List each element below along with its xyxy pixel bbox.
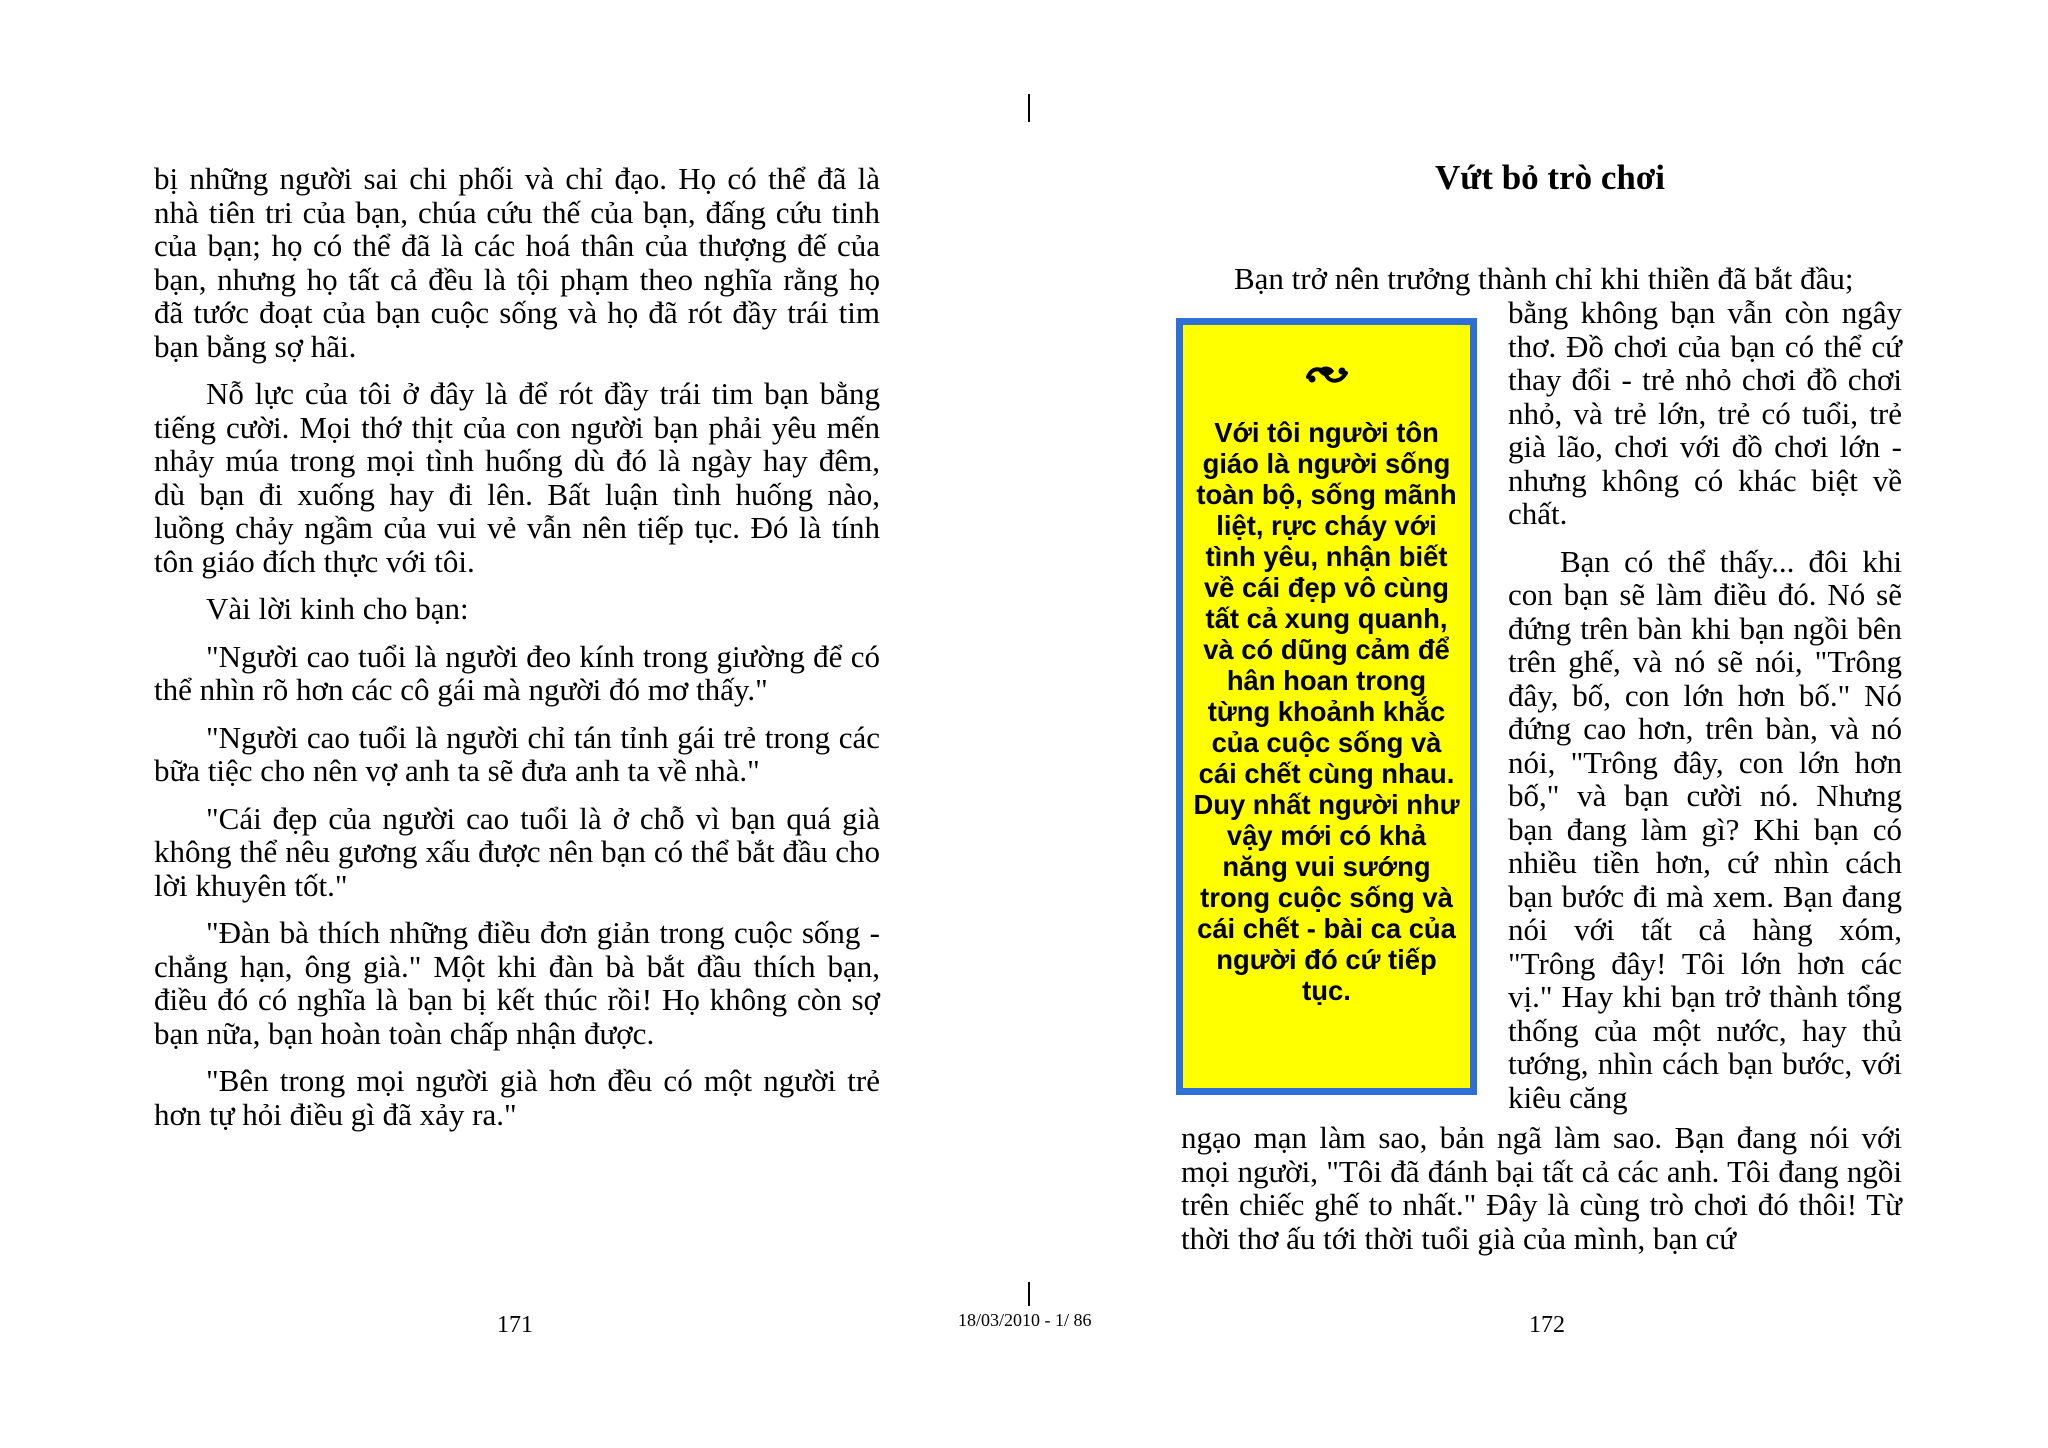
right-page-bottom-text (1181, 1121, 1902, 1255)
quote-paragraph: "Đàn bà thích những điều đơn giản trong cuộc sống - chẳng hạn, ông già." Một khi đàn bà bắt đầu thích bạn, điều đó có nghĩa là bạn bị kết thúc rồi! Họ không còn sợ bạn nữa, bạn hoàn toàn chấp nhận được. (154, 915, 880, 1051)
quote-paragraph: "Người cao tuổi là người chỉ tán tỉnh gái trẻ trong các bữa tiệc cho nên vợ anh ta sẽ đưa anh ta về nhà." (154, 719, 880, 788)
callout-box (1176, 318, 1477, 1095)
right-page-side-column (1508, 296, 1902, 1128)
paragraph: Nỗ lực của tôi ở đây là để rót đầy trái tim bạn bằng tiếng cười. Mọi thớ thịt của con người bạn phải yêu mến nhảy múa trong mọi tình huống dù đó là ngày hay đêm, dù bạn đi xuống hay đi lên. Bất luận tình huống nào, luồng chảy ngầm của vui vẻ vẫn nên tiếp tục. Đó là tính tôn giáo đích thực với tôi. (154, 376, 880, 579)
paragraph: Bạn có thể thấy... đôi khi con bạn sẽ làm điều đó. Nó sẽ đứng trên bàn khi bạn ngồi bên trên ghế, và nó sẽ nói, "Trông đây, bố, con lớn hơn bố." Nó đứng cao hơn, trên bàn, và nó nói, "Trông đây, con lớn hơn bố," và bạn cười nó. Nhưng bạn đang làm gì? Khi bạn có nhiều tiền hơn, cứ nhìn cách bạn bước đi mà xem. Bạn đang nói với tất cả hàng xóm, "Trông đây! Tôi lớn hơn các vị." Hay khi bạn trở thành tổng thống của một nước, hay thủ tướng, nhìn cách bạn bước, với kiêu căng (1508, 543, 1902, 1115)
paragraph: Vài lời kinh cho bạn: (206, 591, 469, 626)
page-number-right: 172 (1529, 1312, 1565, 1338)
center-fold-mark-bottom (1028, 1282, 1030, 1306)
intro-line: Bạn trở nên trưởng thành chỉ khi thiền đã bắt đầu; (1234, 261, 1854, 296)
quote-paragraph: "Cái đẹp của người cao tuổi là ở chỗ vì bạn quá già không thể nêu gương xấu được nên bạn có thể bắt đầu cho lời khuyên tốt." (154, 800, 880, 903)
print-date-stamp: 18/03/2010 - 1/ 86 (958, 1310, 1092, 1330)
quote-paragraph: "Bên trong mọi người già hơn đều có một người trẻ hơn tự hỏi điều gì đã xảy ra." (154, 1063, 880, 1132)
quote-paragraph: "Người cao tuổi là người đeo kính trong giường để có thể nhìn rõ hơn các cô gái mà người đó mơ thấy." (154, 638, 880, 707)
paragraph: ngạo mạn làm sao, bản ngã làm sao. Bạn đang nói với mọi người, "Tôi đã đánh bại tất cả các anh. Tôi đang ngồi trên chiếc ghế to nhất." Đây là cùng trò chơi đó thôi! Từ thời thơ ấu tới thời tuổi già của mình, bạn cứ (1181, 1120, 1902, 1256)
ornament-swirl-icon (1304, 361, 1350, 389)
chapter-title: Vứt bỏ trò chơi (1435, 158, 1665, 197)
callout-text: Với tôi người tôn giáo là người sống toàn bộ, sống mãnh liệt, rực cháy với tình yêu, nhận biết về cái đẹp vô cùng tất cả xung quanh, và có dũng cảm để hân hoan trong từng khoảnh khắc của cuộc sống và cái chết cùng nhau. Duy nhất người như vậy mới có khả năng vui sướng trong cuộc sống và cái chết - bài ca của người đó cứ tiếp tục. (1193, 417, 1460, 1006)
page-number-left: 171 (497, 1312, 533, 1338)
center-fold-mark-top (1028, 94, 1030, 122)
paragraph: bị những người sai chi phối và chỉ đạo. Họ có thể đã là nhà tiên tri của bạn, chúa cứu thế của bạn, đấng cứu tinh của bạn; họ có thể đã là các hoá thân của thượng đế của bạn, nhưng họ tất cả đều là tội phạm theo nghĩa rằng họ đã tước đoạt của bạn cuộc sống và họ đã rót đầy trái tim bạn bằng sợ hãi. (154, 161, 880, 364)
paragraph: bằng không bạn vẫn còn ngây thơ. Đồ chơi của bạn có thể cứ thay đổi - trẻ nhỏ chơi đồ chơi nhỏ, và trẻ lớn, trẻ có tuổi, trẻ già lão, chơi với đồ chơi lớn - nhưng không có khác biệt về chất. (1508, 295, 1902, 531)
left-page-body (154, 162, 880, 1145)
